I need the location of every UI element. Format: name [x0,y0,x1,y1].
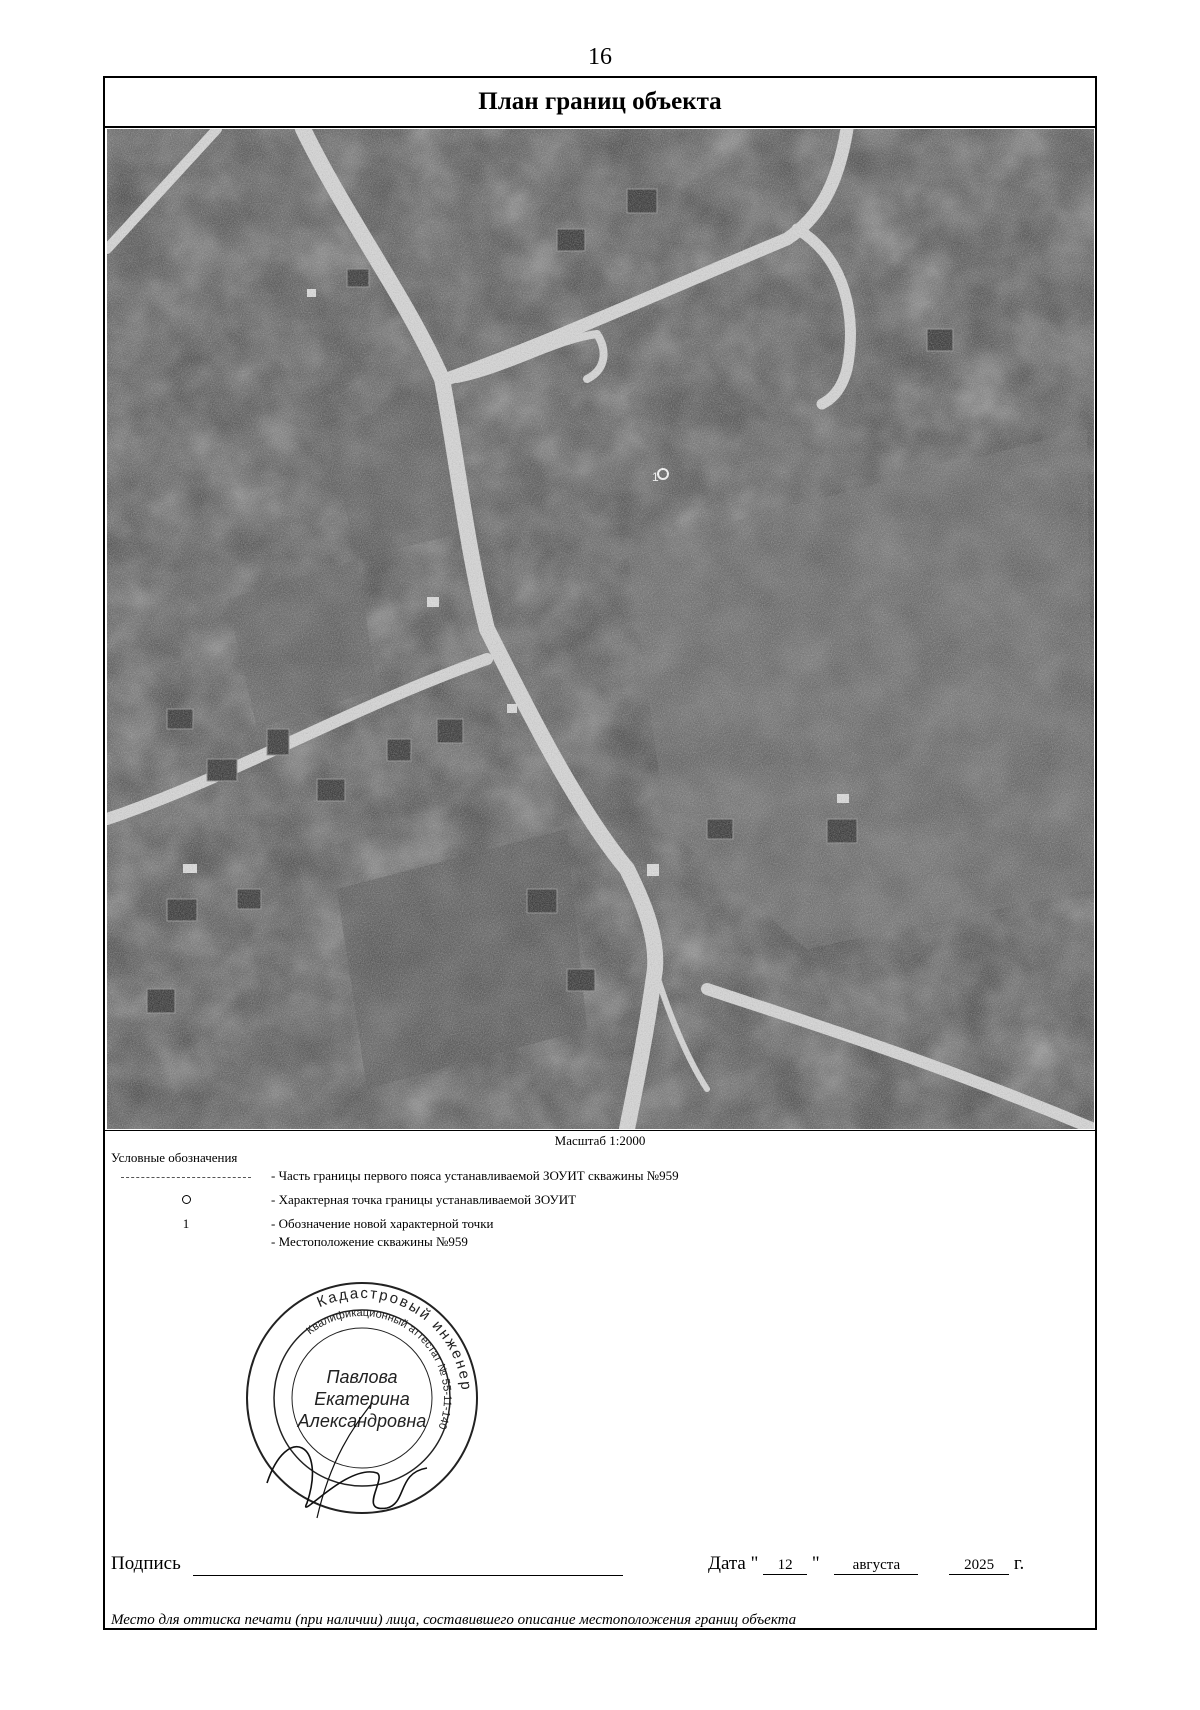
legend-title: Условные обозначения [111,1150,238,1165]
point-number-symbol: 1 [182,1216,190,1231]
legend-item-point: - Характерная точка границы устанавливаемой ЗОУИТ [111,1192,1011,1214]
circle-point-icon [111,1192,261,1208]
signature-row [111,1553,1081,1583]
document-frame [103,76,1097,1630]
stamp-place-note: Место для оттиска печати (при наличии) лица, составившего описание местоположения границ объекта [111,1612,797,1628]
date-year: 2025 [949,1557,1009,1575]
legend-item-number: 1 - Обозначение новой характерной точки [111,1216,1011,1238]
signature-label: Подпись [111,1553,181,1574]
date-month: августа [834,1557,918,1575]
signature-scribble [267,1447,427,1509]
stamp-seal [237,1273,487,1523]
page-title: План границ объекта [105,78,1095,128]
legend-item-boundary: - Часть границы первого пояса устанавливаемой ЗОУИТ скважины №959 [111,1168,1011,1190]
date-day: 12 [763,1557,807,1575]
stamp-cert-text: Квалификационный аттестат № 55-11-140 [304,1306,454,1431]
stamp-ring-text: Кадастровый инженер [314,1284,475,1393]
date-block: Дата " 12 " августа 2025 г. [708,1553,1025,1574]
map-divider [105,1130,1095,1131]
stamp-line1: Павлова [326,1367,398,1387]
satellite-map[interactable] [107,129,1094,1129]
page-number: 16 [588,44,612,70]
stamp-line2: Екатерина [314,1389,410,1409]
map-texture-fine [107,129,1094,1129]
dashed-line-icon [111,1168,261,1184]
map-svg [107,129,1094,1129]
legend-item-well: - Местоположение скважины №959 [271,1234,468,1249]
signature-line [193,1575,623,1576]
map-scale: Масштаб 1:2000 [554,1133,646,1148]
stamp-line3: Александровна [297,1411,427,1431]
